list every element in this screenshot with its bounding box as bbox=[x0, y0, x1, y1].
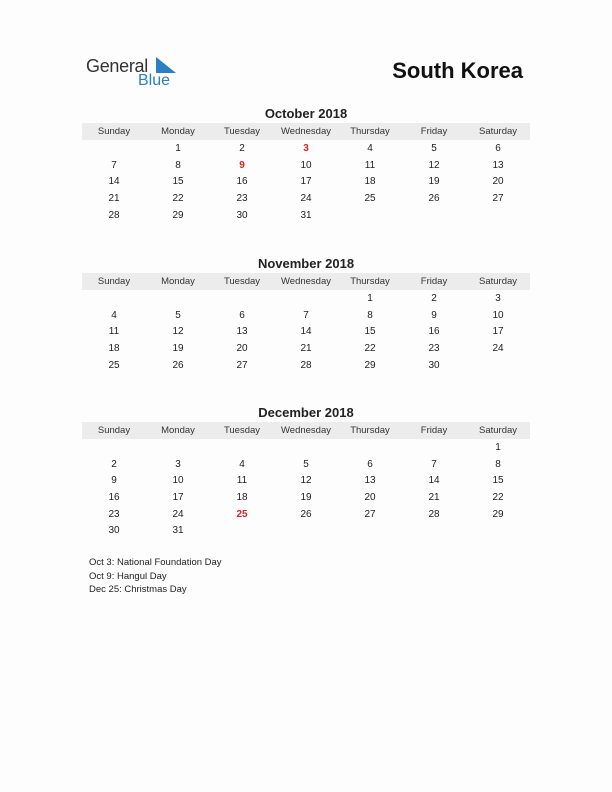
day-cell: 30 bbox=[428, 359, 440, 371]
month-december bbox=[82, 405, 530, 539]
day-cell: 19 bbox=[172, 342, 184, 354]
day-cell: 22 bbox=[492, 491, 504, 503]
weekday-label: Monday bbox=[161, 425, 195, 436]
day-cell: 28 bbox=[428, 508, 440, 520]
day-cell: 14 bbox=[300, 326, 312, 338]
week-row bbox=[82, 472, 530, 489]
day-cell: 10 bbox=[172, 475, 184, 487]
day-cell: 13 bbox=[492, 159, 504, 171]
week-row bbox=[82, 522, 530, 539]
day-cell: 30 bbox=[236, 209, 248, 221]
weekday-label: Friday bbox=[420, 276, 448, 287]
weekday-label: Monday bbox=[161, 276, 195, 287]
week-row bbox=[82, 340, 530, 357]
day-cell: 14 bbox=[428, 475, 440, 487]
logo bbox=[86, 56, 196, 96]
day-cell: 17 bbox=[492, 326, 504, 338]
day-cell: 23 bbox=[108, 508, 120, 520]
day-cell: 2 bbox=[111, 458, 117, 470]
weekday-label: Saturday bbox=[478, 425, 518, 436]
week-row bbox=[82, 157, 530, 174]
logo-word-blue: Blue bbox=[138, 72, 171, 89]
day-cell: 16 bbox=[108, 491, 120, 503]
holiday-note: Oct 9: Hangul Day bbox=[89, 570, 167, 582]
day-cell: 8 bbox=[495, 458, 501, 470]
week-row bbox=[82, 489, 530, 506]
day-cell: 29 bbox=[492, 508, 504, 520]
day-cell: 6 bbox=[239, 309, 245, 321]
day-cell: 27 bbox=[492, 192, 504, 204]
day-cell: 24 bbox=[300, 192, 312, 204]
day-cell: 8 bbox=[175, 159, 181, 171]
holiday-note: Oct 3: National Foundation Day bbox=[89, 557, 222, 568]
day-cell: 9 bbox=[239, 159, 245, 171]
weekday-label: Thursday bbox=[350, 425, 390, 436]
day-cell: 25 bbox=[236, 508, 248, 520]
day-cell: 1 bbox=[175, 142, 181, 154]
weekday-header bbox=[82, 123, 530, 140]
day-cell: 26 bbox=[172, 359, 184, 371]
week-row bbox=[82, 323, 530, 340]
day-cell: 11 bbox=[108, 326, 120, 338]
day-cell: 18 bbox=[364, 176, 376, 188]
weekday-header bbox=[82, 273, 530, 290]
week-row bbox=[82, 140, 530, 157]
day-cell: 4 bbox=[367, 142, 373, 154]
weekday-label: Friday bbox=[420, 425, 448, 436]
week-row bbox=[82, 307, 530, 324]
week-row bbox=[82, 207, 530, 224]
day-cell: 18 bbox=[108, 342, 120, 354]
day-cell: 17 bbox=[172, 491, 184, 503]
day-cell: 9 bbox=[111, 475, 117, 487]
day-cell: 15 bbox=[172, 176, 184, 188]
weekday-label: Tuesday bbox=[223, 425, 261, 436]
logo-triangle-icon bbox=[156, 57, 176, 73]
day-cell: 8 bbox=[367, 309, 373, 321]
day-cell: 12 bbox=[172, 326, 184, 338]
weekday-label: Thursday bbox=[350, 126, 390, 137]
day-cell: 3 bbox=[495, 292, 501, 304]
day-cell: 18 bbox=[236, 491, 248, 503]
day-cell: 4 bbox=[111, 309, 117, 321]
day-cell: 29 bbox=[364, 359, 376, 371]
day-cell: 11 bbox=[364, 159, 376, 171]
weeks-grid bbox=[82, 439, 530, 539]
day-cell: 20 bbox=[492, 176, 504, 188]
day-cell: 31 bbox=[300, 209, 312, 221]
day-cell: 14 bbox=[108, 176, 120, 188]
day-cell: 27 bbox=[364, 508, 376, 520]
weeks-grid bbox=[82, 140, 530, 223]
holiday-note: Dec 25: Christmas Day bbox=[89, 584, 187, 595]
day-cell: 10 bbox=[492, 309, 504, 321]
day-cell: 12 bbox=[428, 159, 440, 171]
week-row bbox=[82, 173, 530, 190]
day-cell: 26 bbox=[300, 508, 312, 520]
day-cell: 13 bbox=[236, 326, 248, 338]
weekday-label: Monday bbox=[161, 126, 195, 137]
weekday-label: Tuesday bbox=[223, 126, 261, 137]
day-cell: 3 bbox=[303, 142, 309, 154]
month-title: December 2018 bbox=[258, 405, 354, 420]
day-cell: 5 bbox=[303, 458, 309, 470]
day-cell: 31 bbox=[172, 525, 184, 537]
day-cell: 27 bbox=[236, 359, 248, 371]
day-cell: 7 bbox=[431, 458, 437, 470]
month-november bbox=[82, 256, 530, 373]
day-cell: 21 bbox=[108, 192, 120, 204]
day-cell: 9 bbox=[431, 309, 437, 321]
day-cell: 7 bbox=[303, 309, 309, 321]
day-cell: 17 bbox=[300, 176, 312, 188]
day-cell: 11 bbox=[236, 475, 248, 487]
day-cell: 25 bbox=[364, 192, 376, 204]
week-row bbox=[82, 456, 530, 473]
country-title: South Korea bbox=[392, 58, 523, 83]
weekday-label: Saturday bbox=[478, 126, 518, 137]
day-cell: 1 bbox=[367, 292, 373, 304]
weekday-label: Thursday bbox=[350, 276, 390, 287]
week-row bbox=[82, 439, 530, 456]
weekday-label: Tuesday bbox=[223, 276, 261, 287]
day-cell: 28 bbox=[300, 359, 312, 371]
day-cell: 16 bbox=[236, 176, 248, 188]
weekday-label: Wednesday bbox=[281, 126, 331, 137]
day-cell: 24 bbox=[172, 508, 184, 520]
day-cell: 22 bbox=[364, 342, 376, 354]
day-cell: 2 bbox=[431, 292, 437, 304]
weekday-label: Saturday bbox=[478, 276, 518, 287]
day-cell: 5 bbox=[175, 309, 181, 321]
day-cell: 16 bbox=[428, 326, 440, 338]
day-cell: 5 bbox=[431, 142, 437, 154]
day-cell: 20 bbox=[364, 491, 376, 503]
day-cell: 19 bbox=[428, 176, 440, 188]
week-row bbox=[82, 190, 530, 207]
day-cell: 20 bbox=[236, 342, 248, 354]
day-cell: 29 bbox=[172, 209, 184, 221]
month-title: October 2018 bbox=[264, 106, 348, 121]
day-cell: 24 bbox=[492, 342, 504, 354]
day-cell: 7 bbox=[111, 159, 117, 171]
day-cell: 30 bbox=[108, 525, 120, 537]
month-title: November 2018 bbox=[257, 256, 355, 271]
week-row bbox=[82, 506, 530, 523]
day-cell: 15 bbox=[492, 475, 504, 487]
weekday-label: Friday bbox=[420, 126, 448, 137]
day-cell: 26 bbox=[428, 192, 440, 204]
day-cell: 25 bbox=[108, 359, 120, 371]
day-cell: 2 bbox=[239, 142, 245, 154]
weekday-label: Sunday bbox=[97, 425, 131, 436]
day-cell: 12 bbox=[300, 475, 312, 487]
weekday-label: Wednesday bbox=[281, 425, 331, 436]
day-cell: 10 bbox=[300, 159, 312, 171]
day-cell: 23 bbox=[236, 192, 248, 204]
week-row bbox=[82, 290, 530, 307]
day-cell: 13 bbox=[364, 475, 376, 487]
day-cell: 28 bbox=[108, 209, 120, 221]
day-cell: 23 bbox=[428, 342, 440, 354]
day-cell: 21 bbox=[300, 342, 312, 354]
day-cell: 6 bbox=[495, 142, 501, 154]
weeks-grid bbox=[82, 290, 530, 373]
day-cell: 21 bbox=[428, 491, 440, 503]
weekday-label: Wednesday bbox=[281, 276, 331, 287]
day-cell: 6 bbox=[367, 458, 373, 470]
day-cell: 1 bbox=[495, 441, 501, 453]
day-cell: 22 bbox=[172, 192, 184, 204]
weekday-label: Sunday bbox=[97, 276, 131, 287]
holiday-notes bbox=[89, 556, 222, 597]
month-october bbox=[82, 106, 530, 223]
day-cell: 19 bbox=[300, 491, 312, 503]
week-row bbox=[82, 357, 530, 374]
day-cell: 15 bbox=[364, 326, 376, 338]
day-cell: 3 bbox=[175, 458, 181, 470]
day-cell: 4 bbox=[239, 458, 245, 470]
weekday-label: Sunday bbox=[97, 126, 131, 137]
weekday-header bbox=[82, 422, 530, 439]
logo-word-general: General bbox=[86, 56, 148, 76]
